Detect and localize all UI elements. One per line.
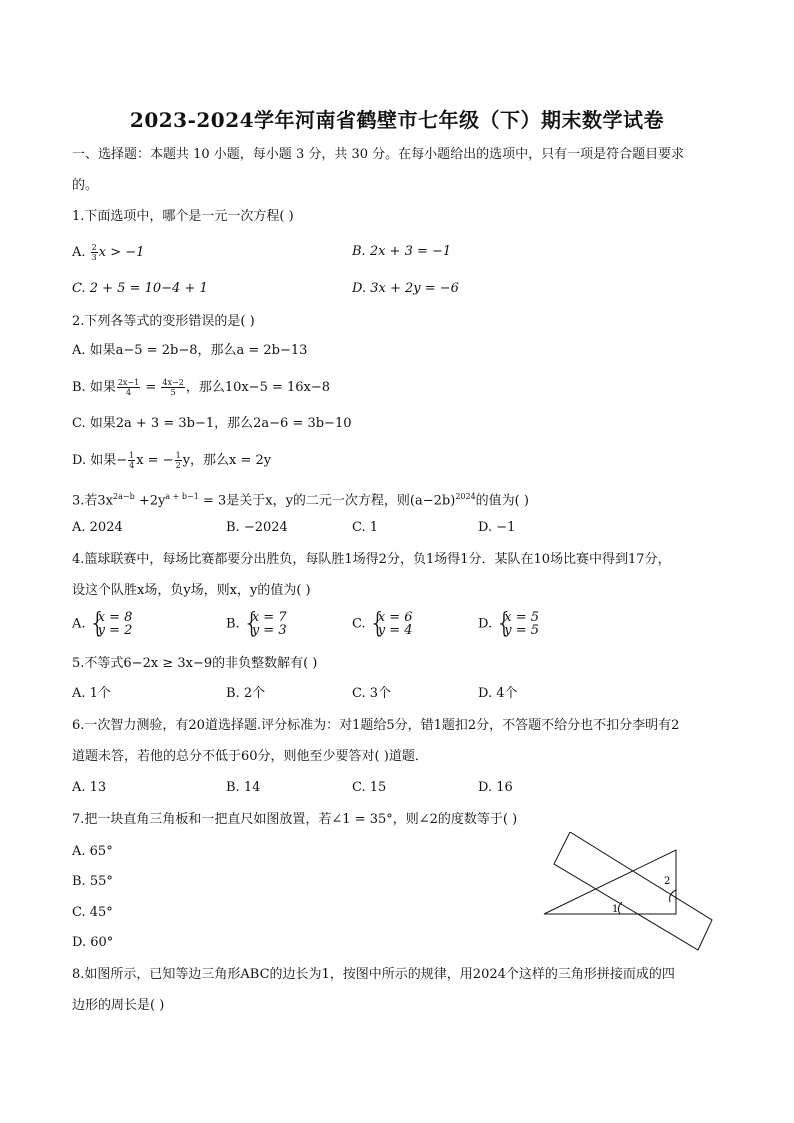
q7-option-d: D. 60° <box>72 935 114 950</box>
q4-option-a <box>72 611 132 637</box>
equation-system <box>496 611 539 637</box>
system-eq-2: y = 4 <box>377 623 413 638</box>
q2-option-d-fraction-1 <box>128 451 135 470</box>
q3-option-c: C. 1 <box>352 520 379 535</box>
system-eq-1: { x = 6 <box>377 610 413 625</box>
q2-option-b-fraction-1 <box>117 378 140 397</box>
q3-option-d: D. −1 <box>478 520 516 535</box>
fraction-numerator: 4x−2 <box>162 378 184 387</box>
q4-stem-line2: 设这个队胜x场，负y场，则x，y的值为( ) <box>72 583 311 598</box>
q1-option-a-fraction <box>91 243 98 262</box>
system-eq-2: y = 3 <box>251 623 287 638</box>
system-eq-2: y = 5 <box>504 623 540 638</box>
ruler <box>554 832 712 950</box>
q1-option-a <box>72 243 144 262</box>
q6-option-a: A. 13 <box>72 780 107 795</box>
q5-option-a: A. 1个 <box>72 686 111 701</box>
system-eq-1: { x = 8 <box>97 610 133 625</box>
q6-option-b: B. 14 <box>226 780 261 795</box>
system-eq-1: { x = 7 <box>251 610 287 625</box>
q1-option-b: B. 2x + 3 = −1 <box>352 244 452 259</box>
fraction-numerator: 2 <box>91 243 97 252</box>
equation-system <box>370 611 413 637</box>
q4-option-c <box>352 611 413 637</box>
q3-exponent-3: 2024 <box>455 492 476 501</box>
q3-stem-part-d: 的值为( ) <box>475 493 529 509</box>
q6-stem-line2: 道题未答，若他的总分不低于60分，则他至少要答对( )道题． <box>72 749 428 764</box>
q3-stem-part-a: 3.若3x <box>72 493 114 509</box>
section-heading-line2: 的。 <box>72 178 99 193</box>
q2-option-d-mid: x = − <box>136 453 174 468</box>
q2-option-b <box>72 378 330 397</box>
q2-option-b-equals: = <box>141 380 161 395</box>
q3-option-a: A. 2024 <box>72 520 123 535</box>
q2-option-b-rest: ，那么10x−5 = 16x−8 <box>185 380 331 395</box>
section-heading-line1: 一、选择题：本题共 10 小题，每小题 3 分，共 30 分。在每小题给出的选项中，只有一项是符合题目要求 <box>72 147 685 162</box>
q3-stem <box>72 488 529 510</box>
q6-option-d: D. 16 <box>478 780 513 795</box>
q3-exponent-2: a + b−1 <box>165 492 199 501</box>
fraction-denominator: 4 <box>125 388 132 397</box>
q5-option-c: C. 3个 <box>352 686 392 701</box>
q3-stem-part-c: = 3是关于x，y的二元一次方程，则(a−2b) <box>198 493 456 509</box>
q2-option-a: A. 如果a−5 = 2b−8，那么a = 2b−13 <box>72 343 308 358</box>
right-triangle-set-square <box>544 850 676 914</box>
equation-system <box>90 611 133 637</box>
q6-stem-line1: 6.一次智力测验，有20道选择题.评分标准为：对1题给5分，错1题扣2分，不答题不给分也不扣分李明有2 <box>72 718 680 733</box>
q1-option-c: C. 2 + 5 = 10−4 + 1 <box>72 281 208 296</box>
fraction-numerator: 1 <box>175 451 181 460</box>
q7-figure <box>540 832 720 962</box>
q2-option-d-prefix: D. 如果− <box>72 453 128 468</box>
fraction-numerator: 1 <box>129 451 135 460</box>
q2-option-d-rest: y，那么x = 2y <box>182 453 272 468</box>
q7-stem: 7.把一块直角三角板和一把直尺如图放置，若∠1 = 35°，则∠2的度数等于( ) <box>72 812 518 827</box>
q2-option-b-fraction-2 <box>161 378 184 397</box>
q3-exponent-1: 2a−b <box>113 492 135 501</box>
q6-option-c: C. 15 <box>352 780 387 795</box>
q4-option-d <box>478 611 539 637</box>
q5-stem: 5.不等式6−2x ≥ 3x−9的非负整数解有( ) <box>72 656 318 671</box>
fraction-denominator: 4 <box>129 461 135 470</box>
q7-option-a: A. 65° <box>72 844 113 859</box>
q1-option-d: D. 3x + 2y = −6 <box>352 281 459 296</box>
q2-option-c: C. 如果2a + 3 = 3b−1，那么2a−6 = 3b−10 <box>72 416 352 431</box>
q1-option-a-rest: x > −1 <box>98 245 145 260</box>
q3-option-b: B. −2024 <box>226 520 288 535</box>
q7-option-b: B. 55° <box>72 874 113 889</box>
q2-option-b-prefix: B. 如果 <box>72 380 116 395</box>
q4-option-c-label: C. <box>352 616 366 632</box>
q4-option-d-label: D. <box>478 616 493 632</box>
q5-option-d: D. 4个 <box>478 686 518 701</box>
system-eq-1: { x = 5 <box>504 610 539 625</box>
fraction-denominator: 5 <box>170 388 176 397</box>
system-eq-2: y = 2 <box>97 623 133 638</box>
q4-stem-line1: 4.篮球联赛中，每场比赛都要分出胜负，每队胜1场得2分，负1场得1分．某队在10场比赛中得到17分， <box>72 552 671 567</box>
q5-option-b: B. 2个 <box>226 686 266 701</box>
equation-system <box>244 611 287 637</box>
angle-2-label: 2 <box>664 876 671 887</box>
page-title: 2023-2024学年河南省鹤壁市七年级（下）期末数学试卷 <box>129 108 665 132</box>
q8-stem-line1: 8.如图所示，已知等边三角形ABC的边长为1，按图中所示的规律，用2024个这样的三角形拼接而成的四 <box>72 967 675 982</box>
q7-option-c: C. 45° <box>72 905 113 920</box>
q1-option-a-prefix: A. <box>72 245 90 260</box>
q2-option-d <box>72 451 271 470</box>
q8-stem-line2: 边形的周长是( ) <box>72 998 165 1013</box>
q4-option-a-label: A. <box>72 616 86 632</box>
q3-stem-part-b: +2y <box>134 493 166 509</box>
q2-option-d-fraction-2 <box>175 451 182 470</box>
q1-stem: 1.下面选项中，哪个是一元一次方程( ) <box>72 209 294 224</box>
angle-1-label: 1 <box>612 904 619 915</box>
q4-option-b <box>226 611 287 637</box>
fraction-numerator: 2x−1 <box>117 378 140 387</box>
q2-stem: 2.下列各等式的变形错误的是( ) <box>72 314 255 329</box>
fraction-denominator: 2 <box>175 461 181 470</box>
q4-option-b-label: B. <box>226 616 240 632</box>
fraction-denominator: 3 <box>91 253 97 262</box>
